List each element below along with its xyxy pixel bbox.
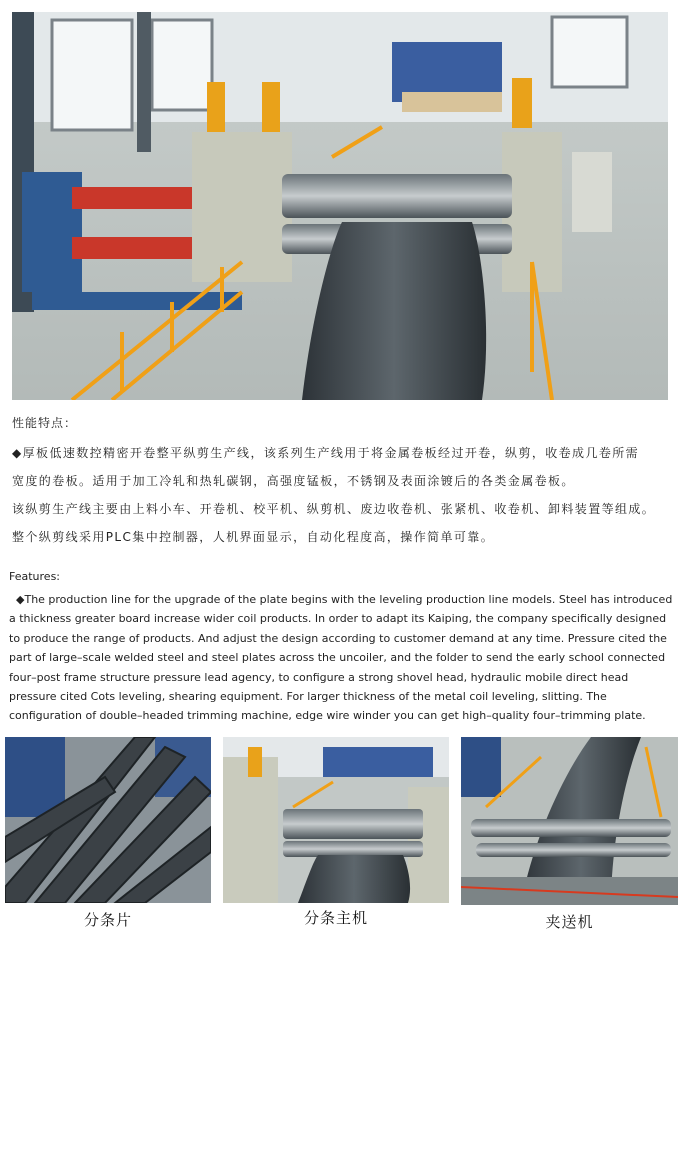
slitting-main-machine-photo xyxy=(223,737,449,903)
slitting-line-photo xyxy=(12,12,668,400)
pinch-roll-machine-photo xyxy=(461,737,678,905)
gallery-caption-3: 夹送机 xyxy=(545,913,594,931)
slit-strips-photo xyxy=(5,737,211,903)
features-cn-heading: 性能特点： xyxy=(12,416,78,430)
features-cn-line-2: 宽度的卷板。适用于加工冷轧和热轧碳钢，高强度锰板，不锈钢及表面涂镀后的各类金属卷板。 xyxy=(12,474,575,488)
gallery-caption-2: 分条主机 xyxy=(303,909,368,927)
features-en xyxy=(9,570,673,726)
features-cn-line-3: 该纵剪生产线主要由上料小车、开卷机、校平机、纵剪机、废边收卷机、张紧机、收卷机、卸料装置等组成。 xyxy=(12,502,656,516)
bullet-icon: ◆ xyxy=(12,446,23,460)
features-cn xyxy=(12,414,672,557)
bullet-icon: ◆ xyxy=(16,593,25,606)
gallery-photo-strips xyxy=(5,737,211,903)
features-cn-line-4: 整个纵剪线采用PLC集中控制器，人机界面显示，自动化程度高，操作简单可靠。 xyxy=(12,530,495,544)
features-en-heading: Features: xyxy=(9,570,61,583)
hero-photo xyxy=(12,12,668,400)
features-cn-line-1: ◆厚板低速数控精密开卷整平纵剪生产线，该系列生产线用于将金属卷板经过开卷，纵剪，收卷成几卷所需 xyxy=(12,446,640,460)
gallery-caption-1: 分条片 xyxy=(83,911,132,929)
gallery-photo-pinch xyxy=(461,737,678,905)
gallery-photo-slitter xyxy=(223,737,449,903)
features-en-body: ◆The production line for the upgrade of the plate begins with the leveling production line models. Steel has introduced a thickness greater board increase wider coil products. In order to adapt its Kaiping, the company specifically designed to produce the range of products. And adjust the design according to customer demand at any time. Pressure cited the part of large–scale welded steel and steel plates across the uncoiler, and the folder to send the early school connected four–post frame structure pressure lead agency, to configure a strong shovel head, hydraulic mobile direct head pressure cited Cots leveling, shearing equipment. For larger thickness of the metal coil leveling, slitting. The configuration of double–headed trimming machine, edge wire winder you can get high–quality four–trimming plate. xyxy=(9,593,673,723)
